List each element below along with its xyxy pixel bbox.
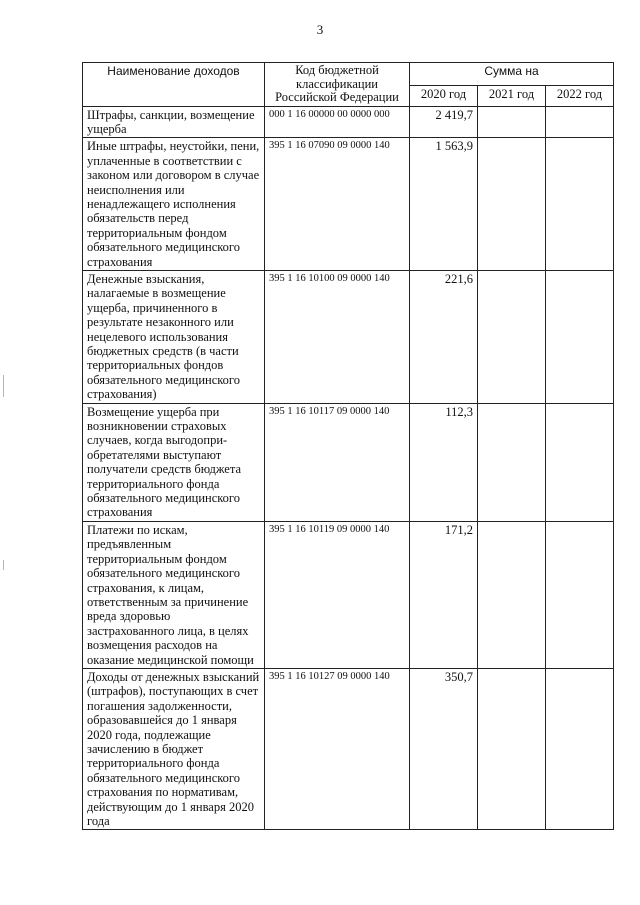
table-row xyxy=(83,270,614,403)
header-year-2022: 2022 год xyxy=(546,86,614,106)
header-year-2021: 2021 год xyxy=(478,86,546,106)
header-budget-code xyxy=(265,63,410,107)
amount-2020: 112,3 xyxy=(410,403,478,521)
budget-code: 395 1 16 10127 09 0000 140 xyxy=(265,668,410,829)
amount-2021 xyxy=(478,106,546,138)
amount-2021 xyxy=(478,403,546,521)
amount-2021 xyxy=(478,270,546,403)
amount-2020: 221,6 xyxy=(410,270,478,403)
budget-code: 395 1 16 07090 09 0000 140 xyxy=(265,138,410,271)
revenue-name: Возмещение ущерба при возникновении страховых случаев, когда выгодопри-обретателями выступают получатели средств бюджета территориального фонда обязательного медицинского страхования xyxy=(83,403,265,521)
budget-code: 395 1 16 10100 09 0000 140 xyxy=(265,270,410,403)
revenue-name: Платежи по искам, предъявленным территориальным фондом обязательного медицинского страхования, к лицам, ответственным за причинение вреда здоровью застрахованного лица, в целях возмещения расходов на оказание медицинской помощи xyxy=(83,521,265,668)
amount-2021 xyxy=(478,138,546,271)
header-year-2020: 2020 год xyxy=(410,86,478,106)
amount-2022 xyxy=(546,106,614,138)
amount-2020: 2 419,7 xyxy=(410,106,478,138)
revenue-name: Штрафы, санкции, возмещение ущерба xyxy=(83,106,265,138)
amount-2022 xyxy=(546,270,614,403)
scan-margin-mark xyxy=(3,560,4,570)
page-number: 3 xyxy=(316,22,324,37)
revenue-name: Денежные взыскания, налагаемые в возмещение ущерба, причиненного в результате незаконного или нецелевого использования бюджетных средств (в части территориальных фондов обязательного медицинского страхования) xyxy=(83,270,265,403)
header-budget-code-line: классификации xyxy=(296,76,378,91)
amount-2020: 171,2 xyxy=(410,521,478,668)
revenue-table xyxy=(82,62,614,830)
amount-2022 xyxy=(546,668,614,829)
table-row xyxy=(83,138,614,271)
budget-code: 395 1 16 10117 09 0000 140 xyxy=(265,403,410,521)
table-row xyxy=(83,403,614,521)
header-sum: Сумма на xyxy=(410,63,614,86)
table-row xyxy=(83,106,614,138)
header-budget-code-line: Код бюджетной xyxy=(295,63,379,77)
header-budget-code-line: Российской Федерации xyxy=(275,90,399,104)
budget-code: 395 1 16 10119 09 0000 140 xyxy=(265,521,410,668)
amount-2022 xyxy=(546,521,614,668)
amount-2020: 350,7 xyxy=(410,668,478,829)
table-header-row xyxy=(83,63,614,86)
table-row xyxy=(83,668,614,829)
header-revenue-name: Наименование доходов xyxy=(83,63,265,107)
scan-margin-mark xyxy=(3,375,4,397)
revenue-name: Иные штрафы, неустойки, пени, уплаченные в соответствии с законом или договором в случае неисполнения или ненадлежащего исполнения обязательств перед территориальным фондом обязательного медицинского страхования xyxy=(83,138,265,271)
budget-code: 000 1 16 00000 00 0000 000 xyxy=(265,106,410,138)
amount-2022 xyxy=(546,138,614,271)
amount-2021 xyxy=(478,521,546,668)
amount-2020: 1 563,9 xyxy=(410,138,478,271)
revenue-name: Доходы от денежных взысканий (штрафов), поступающих в счет погашения задолженности, образовавшейся до 1 января 2020 года, подлежащие зачислению в бюджет территориального фонда обязательного медицинского страхования по нормативам, действующим до 1 января 2020 года xyxy=(83,668,265,829)
table-row xyxy=(83,521,614,668)
amount-2022 xyxy=(546,403,614,521)
amount-2021 xyxy=(478,668,546,829)
